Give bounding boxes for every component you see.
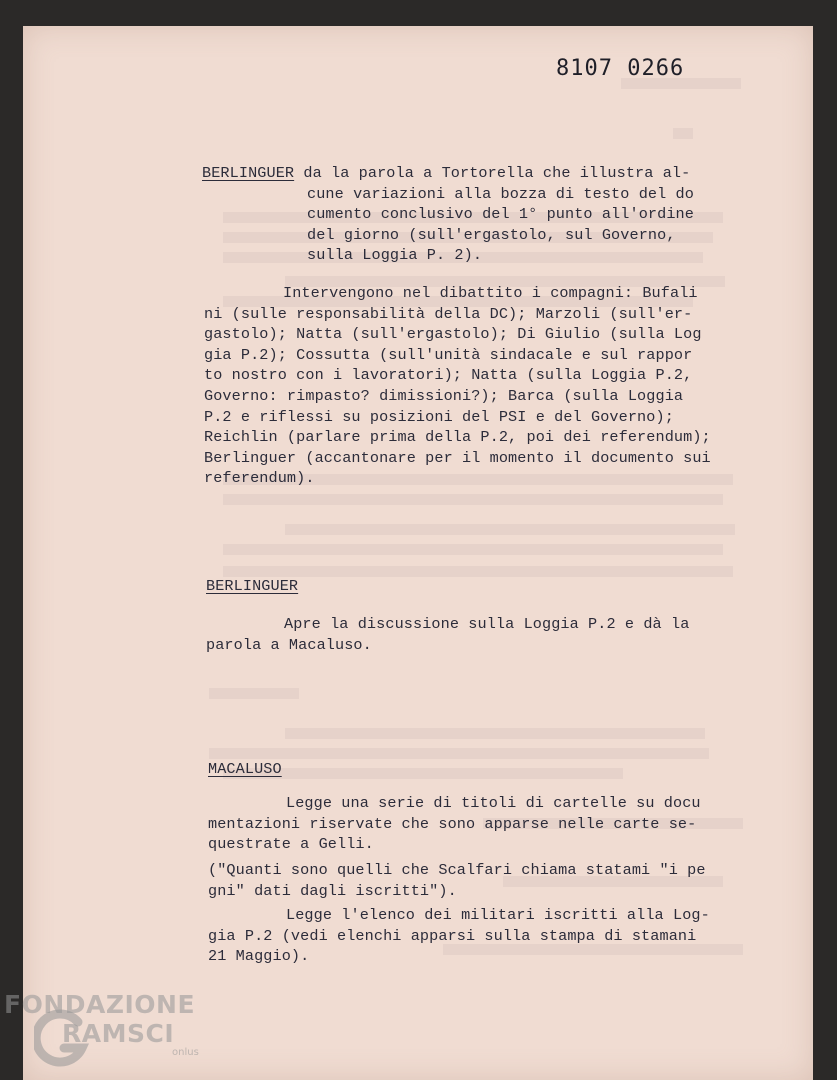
- section-berlinguer-1: [202, 163, 690, 184]
- text-line: Legge l'elenco dei militari iscritti alla Log-: [286, 906, 710, 924]
- text-line: to nostro con i lavoratori); Natta (sulla Loggia P.2,: [204, 366, 693, 385]
- watermark-line3: onlus: [172, 1047, 199, 1058]
- document-number: 8107 0266: [556, 56, 685, 81]
- text-line: questrate a Gelli.: [208, 835, 374, 854]
- speaker-label: BERLINGUER: [202, 164, 295, 182]
- watermark-line1: FONDAZIONE: [4, 990, 196, 1019]
- text-line: Intervengono nel dibattito i compagni: Bufali: [283, 284, 698, 302]
- text-line: cune variazioni alla bozza di testo del do: [307, 184, 694, 203]
- text-line: gastolo); Natta (sull'ergastolo); Di Giulio (sulla Log: [204, 325, 702, 344]
- watermark-line2: RAMSCI: [62, 1019, 175, 1048]
- document-page: [23, 26, 813, 1080]
- text-line: Berlinguer (accantonare per il momento il documento sui: [204, 448, 711, 467]
- text-line: referendum).: [204, 469, 315, 488]
- text-line: Reichlin (parlare prima della P.2, poi dei referendum);: [204, 428, 711, 447]
- text-line: gia P.2 (vedi elenchi apparsi sulla stampa di stamani: [208, 926, 697, 945]
- text-line: parola a Macaluso.: [206, 635, 372, 654]
- text-line: mentazioni riservate che sono apparse nelle carte se-: [208, 814, 697, 833]
- fondazione-gramsci-watermark: [4, 990, 214, 1070]
- text-line: Apre la discussione sulla Loggia P.2 e dà la: [284, 615, 690, 633]
- text-line: Governo: rimpasto? dimissioni?); Barca (sulla Loggia: [204, 387, 684, 405]
- text-line: da la parola a Tortorella che illustra al-: [294, 164, 691, 182]
- speaker-label: MACALUSO: [208, 760, 282, 778]
- speaker-label: BERLINGUER: [206, 577, 299, 595]
- text-line: Legge una serie di titoli di cartelle su docu: [286, 794, 701, 812]
- text-line: gni" dati dagli iscritti").: [208, 881, 457, 900]
- text-line: cumento conclusivo del 1° punto all'ordine: [307, 205, 694, 224]
- text-line: 21 Maggio).: [208, 947, 310, 966]
- text-line: del giorno (sull'ergastolo, sul Governo,: [307, 225, 676, 244]
- text-line: sulla Loggia P. 2).: [307, 246, 483, 265]
- text-line: gia P.2); Cossutta (sull'unità sindacale e sul rappor: [204, 345, 693, 364]
- text-line: P.2 e riflessi su posizioni del PSI e del Governo);: [204, 407, 674, 426]
- text-line: ("Quanti sono quelli che Scalfari chiama statami "i pe: [208, 861, 706, 879]
- text-line: ni (sulle responsabilità della DC); Marzoli (sull'er-: [204, 304, 693, 323]
